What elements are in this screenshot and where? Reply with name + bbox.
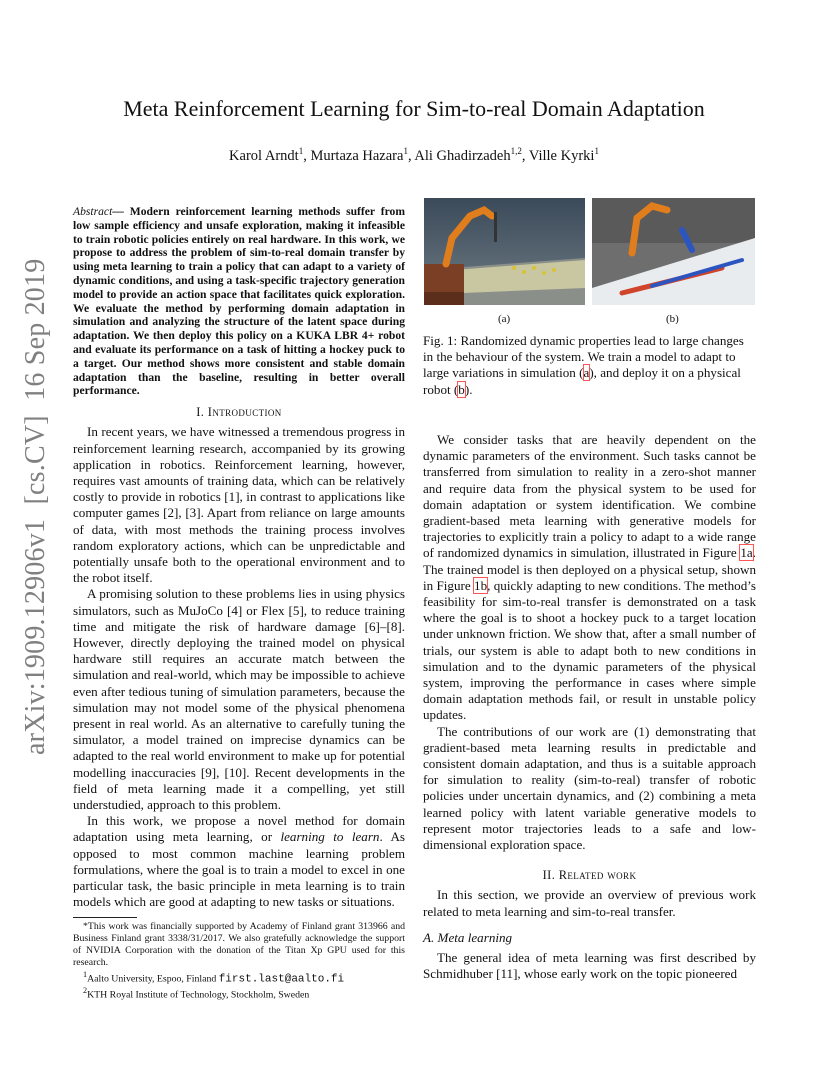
author-affiliation: 1	[298, 146, 304, 156]
author-affiliation: 1	[403, 146, 408, 156]
figure-1-caption	[423, 333, 756, 398]
author-name: Murtaza Hazara	[310, 147, 404, 164]
paper-title: Meta Reinforcement Learning for Sim-to-real Domain Adaptation	[123, 96, 705, 121]
caption-text: Fig. 1: Randomized dynamic properties lead to large changes in the behaviour of the system. We train a model to adapt to large variations in simulation (	[423, 333, 744, 381]
author-list: Karol Arndt$^1$, Murtaza Hazara$^1$, Ali Ghadirzadeh$^{1,2}$, Ville Kyrki$^1$	[229, 146, 599, 164]
subsection-heading-meta-learning: A. Meta learning	[423, 929, 513, 945]
figure-ref-link[interactable]: b	[458, 381, 465, 397]
footnote-affiliation-1-text: Aalto University, Espoo, Finland	[87, 973, 217, 985]
related-work-intro: In this section, we provide an overview of previous work related to meta learning and sim-to-real transfer.	[423, 887, 756, 919]
footnote-affiliation-2-text: KTH Royal Institute of Technology, Stockholm, Sweden	[87, 989, 310, 1001]
caption-text: ).	[464, 381, 473, 397]
intro-paragraph-3-part: In this work, we propose a novel method for domain adaptation using meta learning, or	[73, 813, 405, 845]
figure-label-b: (b)	[666, 313, 679, 325]
abstract-text: — Modern reinforcement learning methods suffer from low sample efficiency and unsafe exploration, making it infeasible to train robotic policies entirely on real hardware. In this work, we propose to address the problem of sim-to-real domain transfer by using meta learning to train a policy that can adapt to a variety of dynamic conditions, and using a task-specific trajectory generation model to provide an action space that facilitates quick exploration. We evaluate the method by performing domain adaptation in simulation and analyzing the structure of the latent space during adaptation. We then deploy this policy on a KUKA LBR 4+ robot and evaluate its performance on a task of hitting a hockey puck to a target. Our method shows more consistent and stable domain adaptation than the baseline, resulting in better overall performance.	[73, 205, 405, 398]
figure-ref-link[interactable]: 1a	[740, 545, 753, 561]
right-paragraph-1-part: We consider tasks that are heavily dependent on the dynamic parameters of the environment. Such tasks cannot be transferred from simulation to reality in a zero-shot manner and require data from the physical system to be used for domain adaptation or system identification. We combine gradient-based meta learning with generative models for trajectories to explicitly train a policy to adapt to a wide range of randomized dynamics in simulation, illustrated in Figure	[423, 432, 756, 561]
section-heading-introduction: I. Introduction	[196, 405, 282, 420]
right-paragraph-1	[423, 432, 756, 724]
footnote-rule	[73, 917, 137, 918]
figure-ref-link[interactable]: a	[583, 365, 590, 381]
figure-ref-link[interactable]: 1b	[474, 577, 488, 593]
footnote-funding: *This work was financially supported by Academy of Finland grant 313966 and Business Finland grant 3338/31/2017. We also gratefully acknowledge the support of NVIDIA Corporation with the donation of the Titan Xp GPU used for this research.	[73, 921, 405, 968]
abstract	[73, 205, 405, 398]
meta-learning-paragraph: The general idea of meta learning was first described by Schmidhuber [11], whose early work on the topic pioneered	[423, 950, 756, 982]
intro-paragraph-1: In recent years, we have witnessed a tremendous progress in reinforcement learning research, accompanied by its growing application in robotics. Reinforcement learning, however, requires vast amounts of training data, which can be relatively costly to provide in robotics [1], in contrast to applications like computer games [2], [3]. Apart from reliance on large amounts of data, with most methods the training process involves random exploratory actions, which can be unpredictable and potentially unsafe both to the operational environment and to the robot itself.	[73, 424, 405, 586]
figure-1a-simulation-image	[424, 198, 585, 305]
section-heading-related-work: II. Related work	[542, 868, 637, 883]
figure-1b-physical-robot-image	[592, 198, 755, 305]
arxiv-stamp-text: arXiv:1909.12906v1 [cs.CV] 16 Sep 2019	[20, 258, 51, 755]
right-column	[423, 432, 756, 983]
intro-paragraph-3-part: . As opposed to most common machine learning problem formulations, where the goal is to train a model to excel in one particular task, the basic principle in meta learning is to train models which are good at adapting to new tasks or situations.	[73, 829, 405, 910]
intro-emphasis: learning to learn	[280, 829, 380, 845]
footnotes	[73, 917, 405, 1002]
author-name: Ville Kyrki	[528, 147, 595, 164]
left-column	[73, 205, 405, 910]
right-paragraph-1-part: . The trained model is then deployed on a physical setup, shown in Figure	[423, 545, 756, 593]
right-paragraph-1-part: , quickly adapting to new conditions. The method’s feasibility for sim-to-real transfer is demonstrated on a task where the goal is to shoot a hockey puck to a target location under unknown friction. We show that, after a small number of trials, our system is able to adapt both to new conditions in simulation and to the dynamic parameters of the physical system, improving the performance in cases where simple domain adaptation methods fail, or result in unstable policy updates.	[423, 577, 756, 723]
intro-paragraph-3	[73, 813, 405, 910]
figure-label-a: (a)	[498, 313, 511, 325]
abstract-label: Abstract	[73, 205, 113, 218]
author-affiliation: 1,2	[510, 146, 522, 156]
footnote-affiliation-1: $^1$Aalto University, Espoo, Finland first.last@aalto.fi	[83, 970, 345, 986]
author-name: Ali Ghadirzadeh	[414, 147, 511, 164]
author-name: Karol Arndt	[229, 147, 299, 164]
caption-text: ), and deploy it on a physical robot (	[423, 365, 741, 397]
right-paragraph-2: The contributions of our work are (1) demonstrating that gradient-based meta learning results in predictable and consistent domain adaptation, and thus is a suitable approach for simulation to reality (sim-to-real) transfer of robotic policies under uncertain dynamics, and (2) combining a meta learned policy with latent variable generative models to represent motor trajectories leads to a safe and low-dimensional exploration space.	[423, 723, 756, 853]
author-affiliation: 1	[594, 146, 599, 156]
intro-paragraph-2: A promising solution to these problems lies in using physics simulators, such as MuJoCo [4] or Flex [5], to reduce training time and mitigate the risk of hardware damage [6]–[8]. However, directly deploying the trained model on physical hardware still requires an accurate match between the simulation and real-world, which may be impossible to achieve even after tedious tuning of simulation parameters, because the simulation may not model some of the physical phenomena present in real world. As an alternative to carefully tuning the simulator, a model trained on imprecise dynamics can be adapted to the real world environment to make up for potential modelling inaccuracies [9], [10]. Recent developments in the field of meta learning made it a compelling, yet still understudied, approach to this problem.	[73, 586, 405, 813]
footnote-email[interactable]: first.last@aalto.fi	[218, 973, 345, 986]
arxiv-stamp	[10, 258, 51, 755]
footnote-affiliation-2: $^2$KTH Royal Institute of Technology, Stockholm, Sweden	[83, 986, 310, 1001]
